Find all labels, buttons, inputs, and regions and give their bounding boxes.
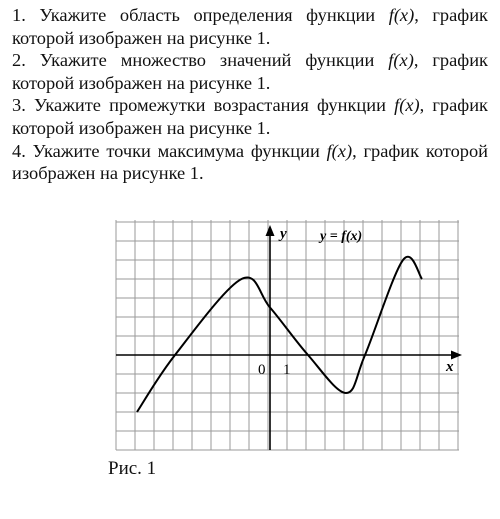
unit-label: 1 [283, 362, 291, 378]
function-name: f(x) [388, 5, 415, 25]
function-name: f(x) [388, 50, 414, 71]
figure-caption: Рис. 1 [108, 458, 157, 479]
y-axis-arrow-icon [266, 225, 275, 236]
y-axis [266, 225, 275, 450]
question-text: , график которой изображен на рисунке 1. [12, 5, 488, 48]
x-axis-label: x [446, 359, 454, 375]
question-text: , график которой изображен на рисунке 1. [12, 140, 489, 184]
question-text: , график которой изображен на рисунке 1. [12, 95, 488, 138]
y-axis-label: y [280, 226, 287, 242]
question-number: 4. [12, 140, 26, 161]
question-text: Укажите точки максимума функции [32, 140, 327, 161]
question-text: Укажите промежутки возрастания функции [33, 95, 395, 116]
grid [116, 220, 459, 450]
question-number: 2. [12, 50, 26, 71]
x-axis [116, 351, 462, 360]
function-curve [137, 257, 422, 412]
function-name: f(x) [326, 140, 353, 161]
origin-label: 0 [258, 362, 266, 378]
function-name: f(x) [394, 95, 420, 116]
question-number: 3. [12, 95, 26, 116]
question-text: , график которой изображен на рисунке 1. [12, 50, 488, 93]
function-label: y = f(x) [320, 229, 363, 244]
question-text: Укажите область определения функции [39, 5, 389, 25]
question-number: 1. [12, 5, 26, 25]
question-text: Укажите множество значений функции [39, 50, 389, 71]
